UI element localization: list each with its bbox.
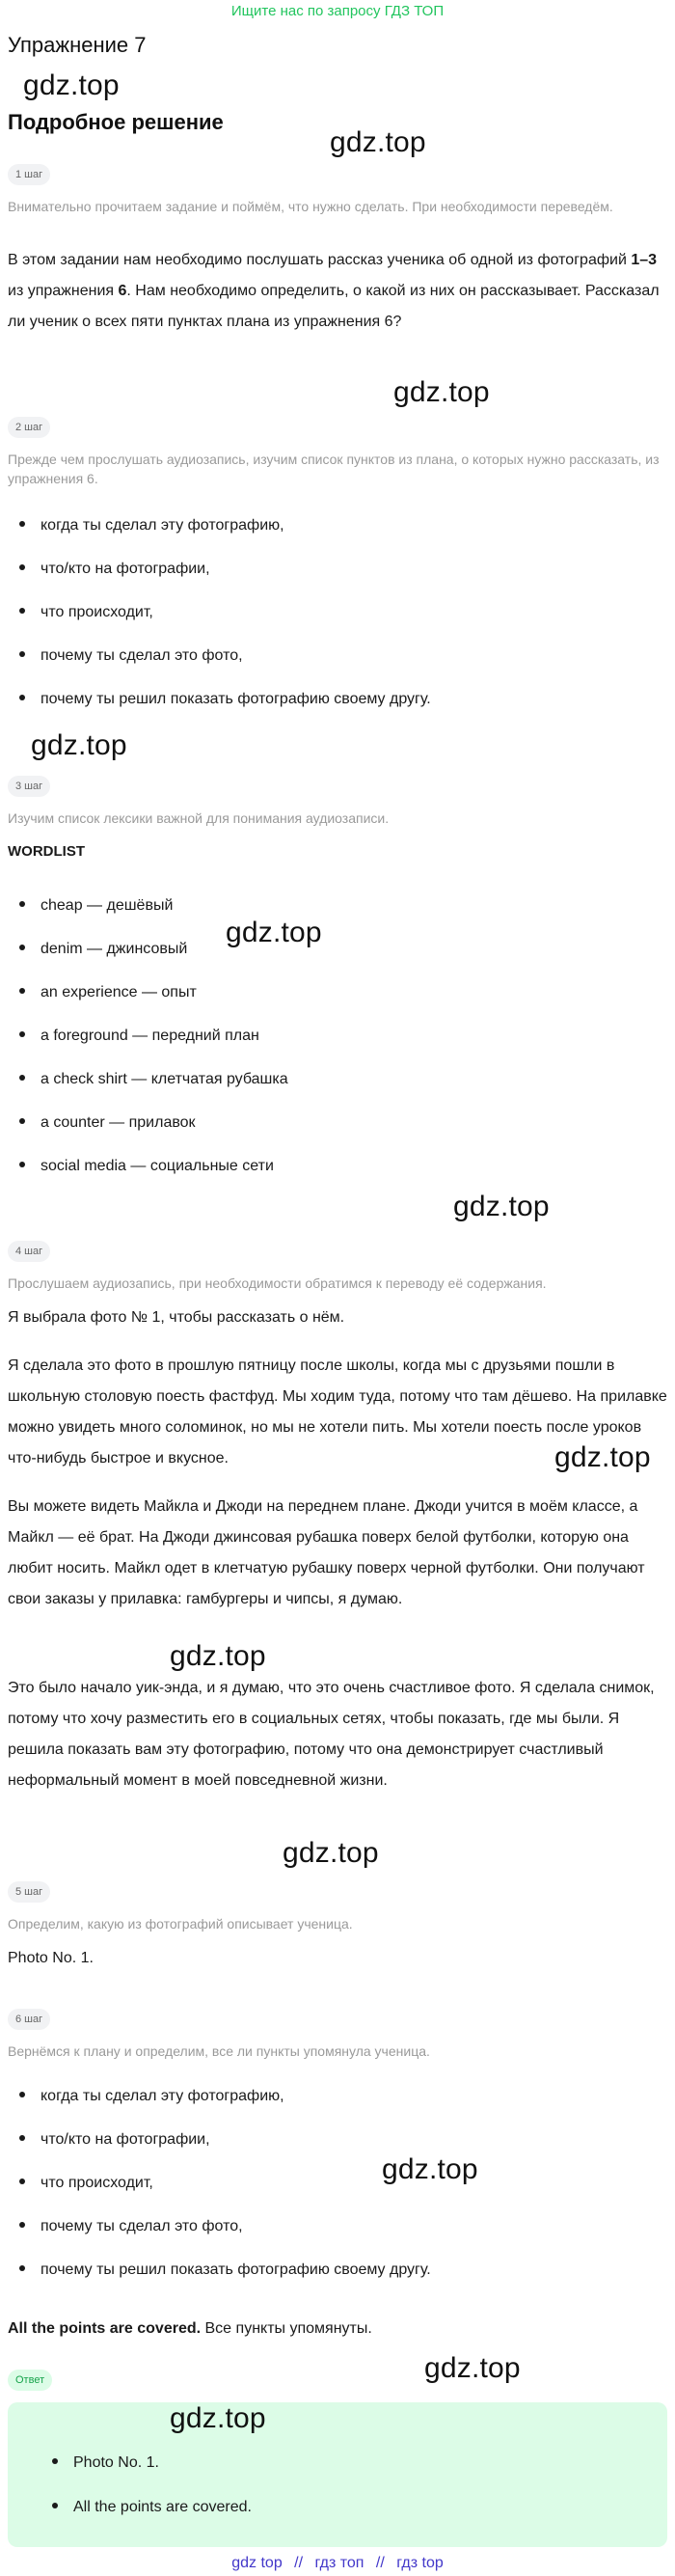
list-item: что/кто на фотографии,	[19, 559, 210, 580]
step-badge: 1 шаг	[8, 164, 50, 185]
answer-item: All the points are covered.	[52, 2497, 252, 2518]
step-badge: 3 шаг	[8, 776, 50, 797]
list-item: что происходит,	[19, 602, 153, 623]
step-badge: 5 шаг	[8, 1881, 50, 1903]
watermark: gdz.top	[393, 376, 490, 408]
bullet-icon	[19, 695, 25, 700]
watermark: gdz.top	[382, 2153, 478, 2185]
wordlist-heading: WORDLIST	[8, 843, 85, 860]
watermark: gdz.top	[31, 729, 127, 761]
bullet-icon	[19, 1075, 25, 1081]
footer-link[interactable]: гдз top	[396, 2555, 444, 2571]
step-note: Прослушаем аудиозапись, при необходимости обратимся к переводу её содержания.	[8, 1275, 547, 1291]
step-badge: 2 шаг	[8, 417, 50, 438]
bullet-icon	[19, 945, 25, 950]
step-text: В этом задании нам необходимо послушать рассказ ученика об одной из фотографий 1–3 из упражнения 6. Нам необходимо определить, о какой из них он рассказывает. Рассказал ли ученик о всех пяти пунктах плана из упражнения 6?	[8, 252, 660, 330]
bullet-icon	[19, 1118, 25, 1124]
translation-paragraph: Вы можете видеть Майкла и Джоди на переднем плане. Джоди учится в моём классе, а Майкл — её брат. На Джоди джинсовая рубашка поверх белой футболки, которую она любит носить. Майкл одет в клетчатую рубашку поверх черной футболки. Они получают свои заказы у прилавка: гамбургеры и чипсы, я думаю.	[8, 1498, 645, 1607]
watermark: gdz.top	[424, 2352, 521, 2384]
list-item: an experience — опыт	[19, 982, 197, 1003]
list-item: что происходит,	[19, 2173, 153, 2194]
page-title: Упражнение 7	[8, 33, 147, 57]
list-item: почему ты сделал это фото,	[19, 645, 243, 667]
bullet-icon	[52, 2458, 58, 2464]
footer-separator: //	[294, 2555, 304, 2571]
step-note: Определим, какую из фотографий описывает ученица.	[8, 1916, 353, 1932]
footer-link[interactable]: gdz top	[231, 2555, 283, 2571]
bullet-icon	[19, 521, 25, 527]
bullet-icon	[52, 2503, 58, 2508]
list-item: denim — джинсовый	[19, 939, 187, 960]
translation-paragraph: Я выбрала фото № 1, чтобы рассказать о нём.	[8, 1309, 345, 1326]
watermark: gdz.top	[170, 2402, 266, 2434]
footer-link[interactable]: гдз топ	[314, 2555, 364, 2571]
answer-badge: Ответ	[8, 2370, 52, 2391]
step-note: Изучим список лексики важной для понимания аудиозаписи.	[8, 810, 390, 826]
watermark: gdz.top	[170, 1640, 266, 1672]
answer-box	[8, 2402, 667, 2547]
bullet-icon	[19, 901, 25, 907]
watermark: gdz.top	[554, 1441, 651, 1473]
list-item: почему ты сделал это фото,	[19, 2216, 243, 2237]
translation-paragraph: Это было начало уик-энда, и я думаю, что это очень счастливое фото. Я сделала снимок, потому что хочу разместить его в социальных сетях, чтобы показать, где мы были. Я решила показать вам эту фотографию, потому что она демонстрирует счастливый неформальный момент в моей повседневной жизни.	[8, 1680, 655, 1789]
list-item: social media — социальные сети	[19, 1156, 274, 1177]
bullet-icon	[19, 2265, 25, 2271]
bullet-icon	[19, 608, 25, 614]
bullet-icon	[19, 988, 25, 994]
list-item: что/кто на фотографии,	[19, 2129, 210, 2151]
step-badge: 6 шаг	[8, 2009, 50, 2030]
watermark: gdz.top	[330, 126, 426, 158]
watermark: gdz.top	[226, 917, 322, 948]
footer-links	[0, 2555, 675, 2572]
bullet-icon	[19, 651, 25, 657]
list-item: a foreground — передний план	[19, 1026, 259, 1047]
search-banner[interactable]: Ищите нас по запросу ГДЗ ТОП	[230, 3, 445, 19]
list-item: cheap — дешёвый	[19, 895, 173, 917]
step-text: Photo No. 1.	[8, 1950, 94, 1966]
step-badge: 4 шаг	[8, 1241, 50, 1262]
bullet-icon	[19, 564, 25, 570]
watermark: gdz.top	[453, 1191, 550, 1222]
bullet-icon	[19, 1031, 25, 1037]
list-item: когда ты сделал эту фотографию,	[19, 515, 284, 536]
bullet-icon	[19, 1162, 25, 1167]
bullet-icon	[19, 2135, 25, 2141]
solution-heading: Подробное решение	[8, 110, 224, 134]
list-item: почему ты решил показать фотографию своему другу.	[19, 2260, 431, 2281]
bullet-icon	[19, 2222, 25, 2228]
watermark: gdz.top	[23, 69, 120, 101]
step-note: Прежде чем прослушать аудиозапись, изучим список пунктов из плана, о которых нужно рассказать, из упражнения 6.	[8, 452, 660, 486]
footer-separator: //	[375, 2555, 385, 2571]
list-item: когда ты сделал эту фотографию,	[19, 2086, 284, 2107]
list-item: a counter — прилавок	[19, 1112, 196, 1134]
bullet-icon	[19, 2179, 25, 2184]
bullet-icon	[19, 2092, 25, 2097]
list-item: a check shirt — клетчатая рубашка	[19, 1069, 288, 1090]
watermark: gdz.top	[283, 1837, 379, 1869]
conclusion-text: All the points are covered. Все пункты упомянуты.	[8, 2320, 372, 2337]
translation-paragraph: Я сделала это фото в прошлую пятницу после школы, когда мы с друзьями пошли в школьную столовую поесть фастфуд. Мы ходим туда, потому что там дёшево. На прилавке можно увидеть много соломинок, но мы не хотели пить. Мы хотели поесть после уроков что-нибудь быстрое и вкусное.	[8, 1357, 667, 1466]
step-note: Вернёмся к плану и определим, все ли пункты упомянула ученица.	[8, 2043, 430, 2059]
step-note: Внимательно прочитаем задание и поймём, что нужно сделать. При необходимости переведём.	[8, 199, 613, 214]
list-item: почему ты решил показать фотографию своему другу.	[19, 689, 431, 710]
answer-item: Photo No. 1.	[52, 2453, 159, 2474]
